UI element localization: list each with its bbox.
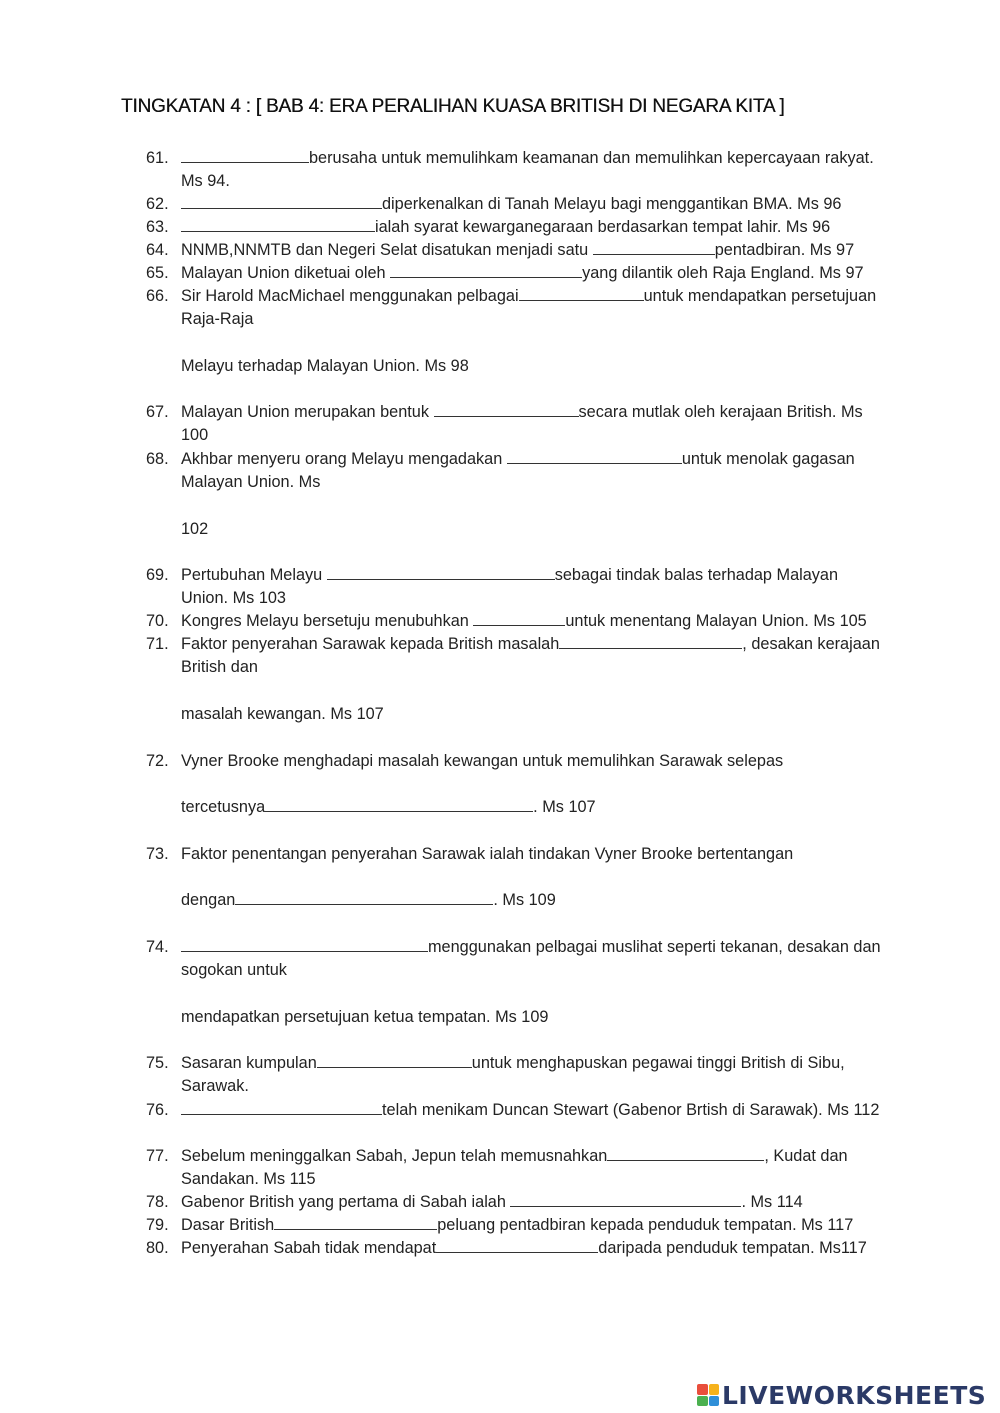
answer-blank[interactable] [434,402,579,417]
question-number: 80. [146,1239,169,1257]
question-text: Faktor penentangan penyerahan Sarawak ialah tindakan Vyner Brooke bertentangan [181,845,794,863]
question-text: Faktor penyerahan Sarawak kepada British masalah [181,635,560,653]
question-text: Sasaran kumpulan [181,1054,317,1072]
question-66 [146,285,886,331]
question-number: 65. [146,264,169,282]
question-text: Malayan Union merupakan bentuk [181,403,434,421]
logo-text: LIVEWORKSHEETS [722,1380,987,1410]
question-text: tercetusnya [181,798,266,816]
question-text: Kongres Melayu bersetuju menubuhkan [181,612,474,630]
question-text: Penyerahan Sabah tidak mendapat [181,1239,437,1257]
question-number: 75. [146,1054,169,1072]
question-text: NNMB,NNMTB dan Negeri Selat disatukan menjadi satu [181,241,593,259]
question-text: peluang pentadbiran kepada penduduk tempatan. Ms 117 [437,1216,854,1234]
question-78 [146,1191,886,1214]
question-text: . Ms 109 [493,891,556,909]
question-number: 79. [146,1216,169,1234]
question-number: 76. [146,1101,169,1119]
question-64 [146,239,886,262]
question-69 [146,564,886,610]
question-number: 66. [146,287,169,305]
question-text: diperkenalkan di Tanah Melayu bagi menggantikan BMA. Ms 96 [382,195,842,213]
answer-blank[interactable] [181,217,375,232]
question-text: dengan [181,891,236,909]
question-text: pentadbiran. Ms 97 [714,241,855,259]
logo-mark-icon [697,1384,719,1406]
question-text: secara mutlak oleh kerajaan British. Ms 100 [181,403,863,444]
question-73 [146,843,886,866]
answer-blank[interactable] [519,286,644,301]
question-number: 62. [146,195,169,213]
question-72 [146,750,886,773]
question-67 [146,401,886,447]
question-text: daripada penduduk tempatan. Ms117 [598,1239,867,1257]
answer-blank[interactable] [181,1100,382,1115]
question-68 [146,448,886,494]
question-text: Vyner Brooke menghadapi masalah kewangan untuk memulihkan Sarawak selepas [181,752,784,770]
question-text: berusaha untuk memulihkam keamanan dan memulihkan kepercayaan rakyat. Ms 94. [181,149,874,190]
question-73-continuation [181,889,556,912]
answer-blank[interactable] [265,797,533,812]
question-number: 61. [146,149,169,167]
question-71 [146,633,886,679]
question-text: Akhbar menyeru orang Melayu mengadakan [181,450,507,468]
answer-blank[interactable] [317,1053,472,1068]
question-number: 69. [146,566,169,584]
question-71-continuation: masalah kewangan. Ms 107 [181,705,384,723]
question-text: untuk mendapatkan persetujuan Raja-Raja [181,287,877,328]
question-61 [146,147,886,193]
question-text: yang dilantik oleh Raja England. Ms 97 [582,264,864,282]
question-number: 77. [146,1147,169,1165]
question-text: Sir Harold MacMichael menggunakan pelbagai [181,287,519,305]
answer-blank[interactable] [510,1192,741,1207]
answer-blank[interactable] [607,1146,764,1161]
question-66-continuation: Melayu terhadap Malayan Union. Ms 98 [181,357,469,375]
answer-blank[interactable] [473,611,565,626]
question-68-continuation: 102 [181,520,209,538]
question-number: 78. [146,1193,169,1211]
answer-blank[interactable] [181,937,428,952]
question-text: sebagai tindak balas terhadap Malayan Union. Ms 103 [181,566,839,607]
answer-blank[interactable] [436,1238,598,1253]
question-text: menggunakan pelbagai muslihat seperti tekanan, desakan dan sogokan untuk [181,938,881,979]
question-63 [146,216,886,239]
question-70 [146,610,906,633]
question-number: 63. [146,218,169,236]
question-72-continuation [181,796,596,819]
question-text: untuk menghapuskan pegawai tinggi British di Sibu, Sarawak. [181,1054,845,1095]
question-65 [146,262,886,285]
question-text: untuk menolak gagasan Malayan Union. Ms [181,450,855,491]
question-number: 73. [146,845,169,863]
answer-blank[interactable] [274,1215,437,1230]
page-title: TINGKATAN 4 : [ BAB 4: ERA PERALIHAN KUASA BRITISH DI NEGARA KITA ] [121,96,785,117]
question-number: 74. [146,938,169,956]
question-text: , desakan kerajaan British dan [181,635,880,676]
answer-blank[interactable] [327,565,555,580]
question-text: telah menikam Duncan Stewart (Gabenor Brtish di Sarawak). Ms 112 [382,1101,880,1119]
question-80 [146,1237,886,1260]
question-74 [146,936,886,982]
question-76 [146,1099,886,1122]
question-number: 72. [146,752,169,770]
question-text: Gabenor British yang pertama di Sabah ialah [181,1193,511,1211]
answer-blank[interactable] [507,449,682,464]
question-77 [146,1145,886,1191]
question-79 [146,1214,906,1237]
question-text: Malayan Union diketuai oleh [181,264,391,282]
question-text: Dasar British [181,1216,275,1234]
question-text: untuk menentang Malayan Union. Ms 105 [565,612,867,630]
question-75 [146,1052,886,1098]
question-text: . Ms 114 [741,1193,803,1211]
liveworksheets-logo[interactable] [697,1378,986,1412]
answer-blank[interactable] [593,240,715,255]
answer-blank[interactable] [390,263,582,278]
question-text: Pertubuhan Melayu [181,566,327,584]
answer-blank[interactable] [559,634,742,649]
question-number: 71. [146,635,169,653]
question-number: 64. [146,241,169,259]
question-number: 68. [146,450,169,468]
question-number: 70. [146,612,169,630]
question-62 [146,193,886,216]
answer-blank[interactable] [235,890,493,905]
question-text: . Ms 107 [533,798,596,816]
question-74-continuation: mendapatkan persetujuan ketua tempatan. Ms 109 [181,1008,549,1026]
question-number: 67. [146,403,169,421]
answer-blank[interactable] [181,194,382,209]
question-text: Sebelum meninggalkan Sabah, Jepun telah memusnahkan [181,1147,608,1165]
question-text: ialah syarat kewarganegaraan berdasarkan tempat lahir. Ms 96 [375,218,831,236]
question-text: , Kudat dan Sandakan. Ms 115 [181,1147,848,1188]
answer-blank[interactable] [181,148,309,163]
